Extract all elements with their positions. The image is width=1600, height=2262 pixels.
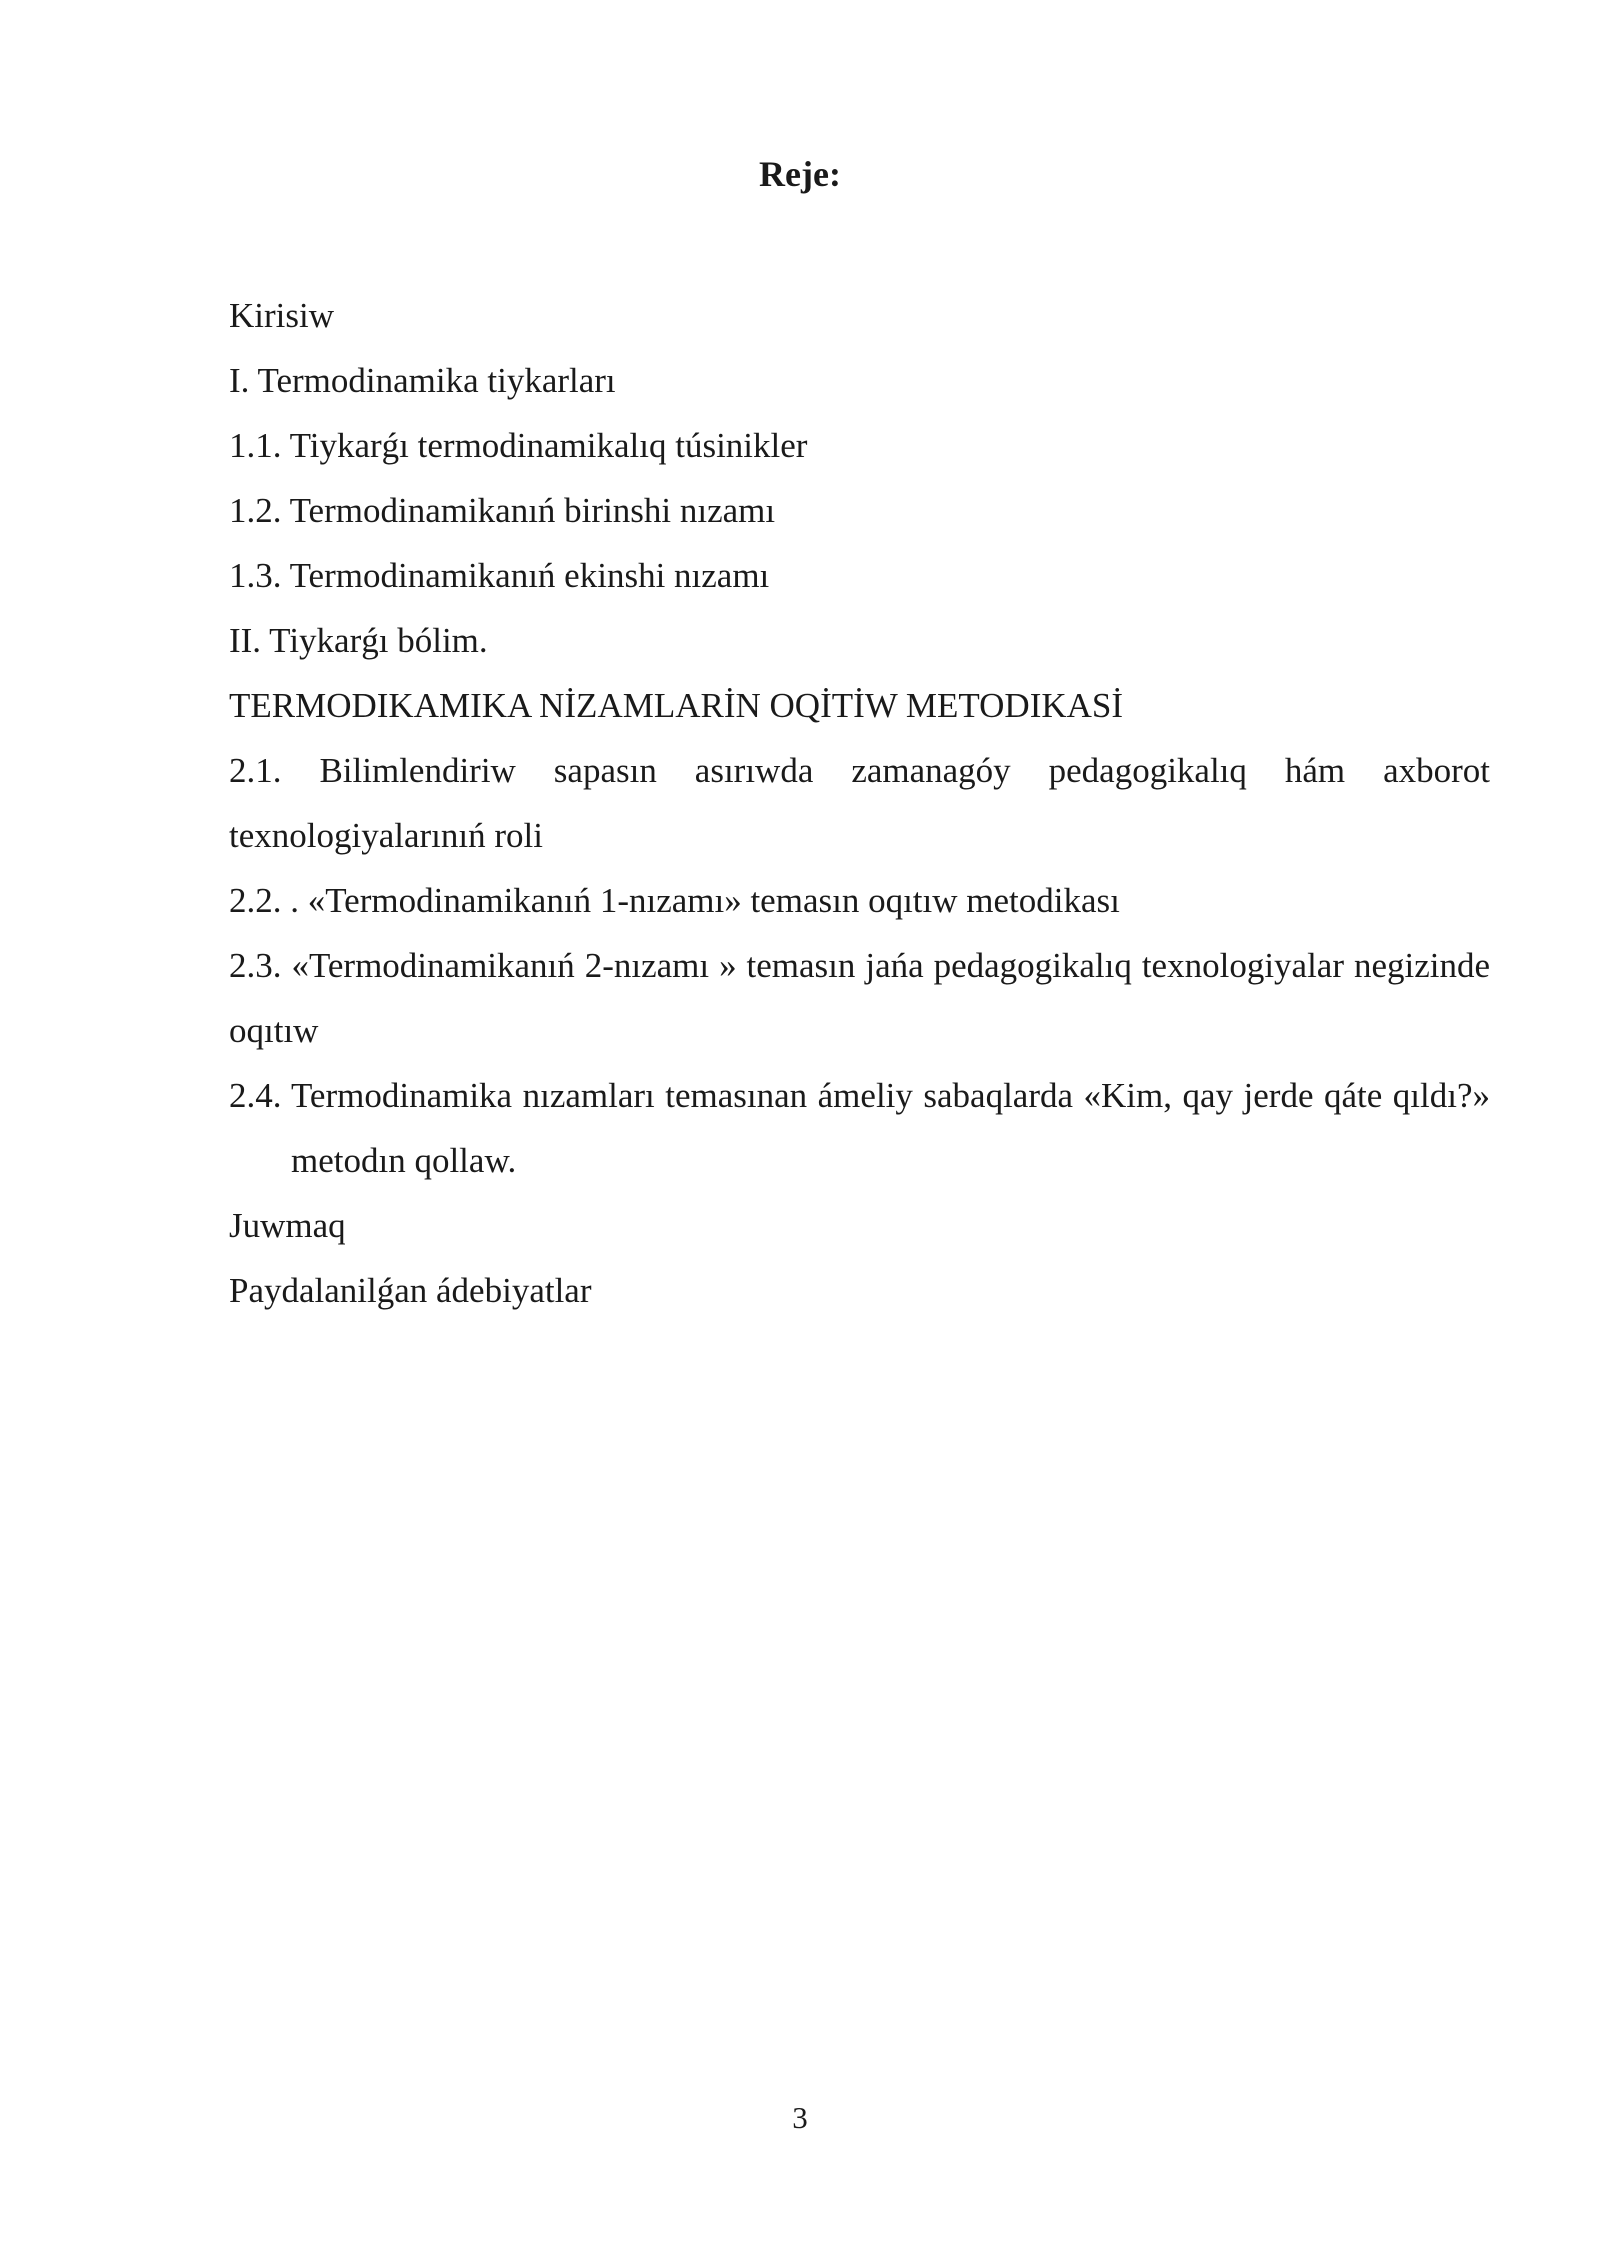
toc-item-2-1: 2.1. Bilimlendiriw sapasın asırıwda zamanagóy pedagogikalıq hám axborot texnologiyalarınıń roli (229, 751, 1490, 855)
toc-item-2-3: 2.3. «Termodinamikanıń 2-nızamı » temasın jańa pedagogikalıq texnologiyalar negizinde oqıtıw (229, 946, 1490, 1050)
page-title: Reje: (759, 154, 841, 194)
toc-item-1-3: 1.3. Termodinamikanıń ekinshi nızamı (229, 556, 770, 595)
toc-item-2-2: 2.2. . «Termodinamikanıń 1-nızamı» temasın oqıtıw metodikası (229, 881, 1120, 920)
toc-item-2-4-text: Termodinamika nızamları temasınan ámeliy sabaqlarda «Kim, qay jerde qáte qıldı?» metodın qollaw. (291, 1076, 1490, 1180)
table-of-contents (229, 283, 1490, 1323)
toc-item-chapter-1: I. Termodinamika tiykarları (229, 361, 616, 400)
toc-item-chapter-2: II. Tiykarǵı bólim. (229, 621, 488, 660)
toc-item-introduction: Kirisiw (229, 296, 334, 335)
toc-item-2-4 (229, 1063, 1490, 1193)
toc-item-references: Paydalanilǵan ádebiyatlar (229, 1271, 592, 1310)
toc-item-1-2: 1.2. Termodinamikanıń birinshi nızamı (229, 491, 776, 530)
toc-item-conclusion: Juwmaq (229, 1206, 346, 1245)
page-number: 3 (792, 2100, 808, 2135)
toc-item-1-1: 1.1. Tiykarǵı termodinamikalıq túsinikler (229, 426, 808, 465)
toc-item-chapter-2-title: TERMODIKAMIKA NİZAMLARİN OQİTİW METODIKASİ (229, 686, 1124, 725)
toc-item-2-4-number: 2.4. (229, 1076, 282, 1115)
